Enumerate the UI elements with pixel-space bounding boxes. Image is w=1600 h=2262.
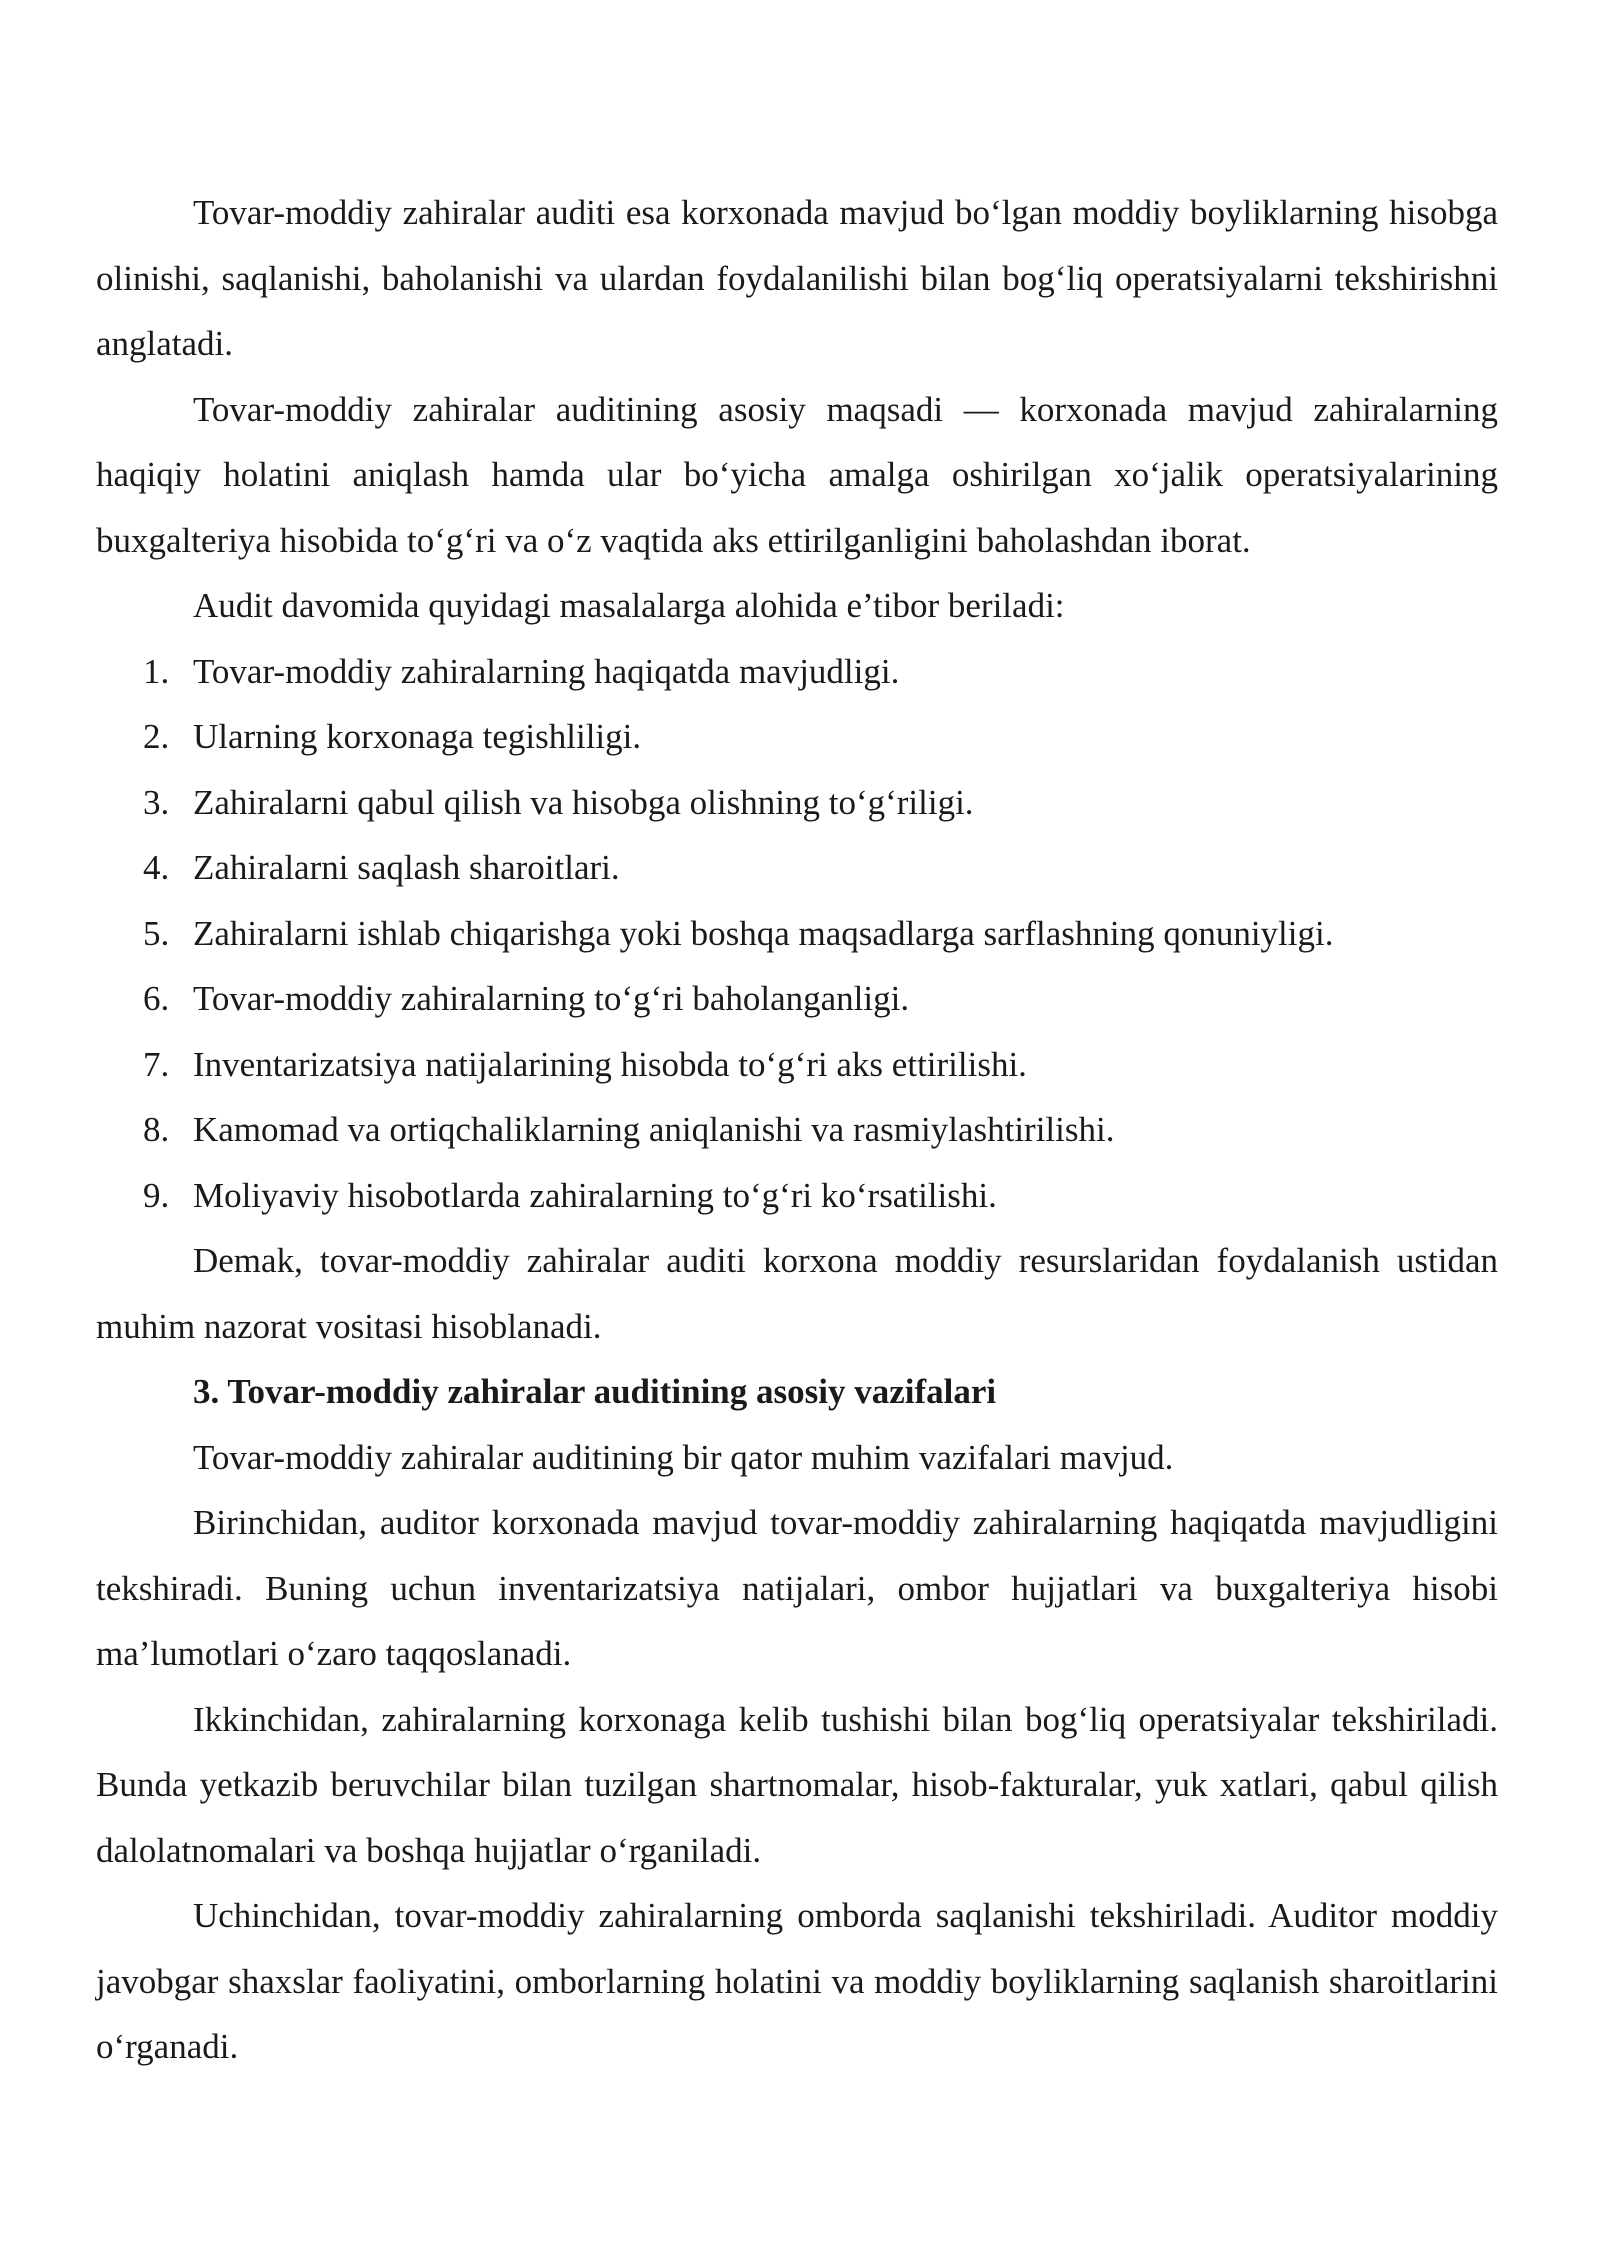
- list-item-text: Tovar-moddiy zahiralarning to‘g‘ri baholanganligi.: [193, 979, 910, 1018]
- list-item: [96, 966, 1498, 1032]
- list-item-text: Zahiralarni ishlab chiqarishga yoki boshqa maqsadlarga sarflashning qonuniyligi.: [193, 913, 1334, 953]
- section-paragraph-4: Uchinchidan, tovar-moddiy zahiralarning omborda saqlanishi tekshiriladi. Auditor moddiy javobgar shaxslar faoliyatini, omborlarning holatini va moddiy boyliklarning saqlanish sharoitlarini o‘rganadi.: [96, 1896, 1498, 2066]
- section-heading: 3. Tovar-moddiy zahiralar auditining asosiy vazifalari: [193, 1372, 997, 1411]
- list-item-text: Moliyaviy hisobotlarda zahiralarning to‘g‘ri ko‘rsatilishi.: [193, 1175, 997, 1215]
- intro-paragraph-2: Tovar-moddiy zahiralar auditining asosiy maqsadi — korxonada mavjud zahiralarning haqiqiy holatini aniqlash hamda ular bo‘yicha amalga oshirilgan xo‘jalik operatsiyalarining buxgalteriya hisobida to‘g‘ri va o‘z vaqtida aks ettirilganligini baholashdan iborat.: [96, 389, 1498, 560]
- list-item-number: 4.: [143, 848, 170, 887]
- list-item-text: Ularning korxonaga tegishliligi.: [193, 717, 642, 756]
- list-item: [96, 704, 1498, 770]
- list-item: [96, 901, 1498, 967]
- list-item-number: 3.: [143, 782, 170, 822]
- section-paragraph-1: Tovar-moddiy zahiralar auditining bir qator muhim vazifalari mavjud.: [193, 1437, 1174, 1477]
- intro-paragraph-1: Tovar-moddiy zahiralar auditi esa korxonada mavjud bo‘lgan moddiy boyliklarning hisobga olinishi, saqlanishi, baholanishi va ulardan foydalanilishi bilan bog‘liq operatsiyalarni tekshirishni anglatadi.: [96, 193, 1498, 363]
- list-item-text: Inventarizatsiya natijalarining hisobda to‘g‘ri aks ettirilishi.: [193, 1044, 1027, 1084]
- section-paragraph-2: Birinchidan, auditor korxonada mavjud tovar-moddiy zahiralarning haqiqatda mavjudligini tekshiradi. Buning uchun inventarizatsiya natijalari, ombor hujjatlari va buxgalteriya hisobi ma’lumotlari o‘zaro taqqoslanadi.: [96, 1503, 1498, 1673]
- list-item: [96, 1032, 1498, 1098]
- list-item-text: Zahiralarni qabul qilish va hisobga olishning to‘g‘riligi.: [193, 782, 974, 822]
- list-item-number: 7.: [143, 1044, 170, 1084]
- list-item: [96, 770, 1498, 836]
- list-item: [96, 639, 1498, 705]
- list-item-number: 9.: [143, 1175, 170, 1215]
- list-item-number: 2.: [143, 717, 170, 756]
- list-item: [96, 1097, 1498, 1163]
- list-item-text: Zahiralarni saqlash sharoitlari.: [193, 848, 620, 887]
- conclusion-paragraph: Demak, tovar-moddiy zahiralar auditi korxona moddiy resurslaridan foydalanish ustidan muhim nazorat vositasi hisoblanadi.: [96, 1241, 1498, 1346]
- list-item: [96, 835, 1498, 901]
- list-item-text: Kamomad va ortiqchaliklarning aniqlanishi va rasmiylashtirilishi.: [193, 1110, 1115, 1149]
- list-item-number: 1.: [143, 651, 170, 691]
- list-item-number: 8.: [143, 1110, 170, 1149]
- document-page: [96, 180, 1498, 2080]
- list-item-number: 6.: [143, 979, 170, 1018]
- list-item: [96, 1163, 1498, 1229]
- list-item-text: Tovar-moddiy zahiralarning haqiqatda mavjudligi.: [193, 651, 900, 691]
- audit-issues-list: [96, 639, 1498, 1229]
- intro-paragraph-3: Audit davomida quyidagi masalalarga alohida e’tibor beriladi:: [193, 586, 1065, 625]
- section-paragraph-3: Ikkinchidan, zahiralarning korxonaga kelib tushishi bilan bog‘liq operatsiyalar tekshiriladi. Bunda yetkazib beruvchilar bilan tuzilgan shartnomalar, hisob-fakturalar, yuk xatlari, qabul qilish dalolatnomalari va boshqa hujjatlar o‘rganiladi.: [96, 1699, 1498, 1870]
- list-item-number: 5.: [143, 913, 170, 953]
